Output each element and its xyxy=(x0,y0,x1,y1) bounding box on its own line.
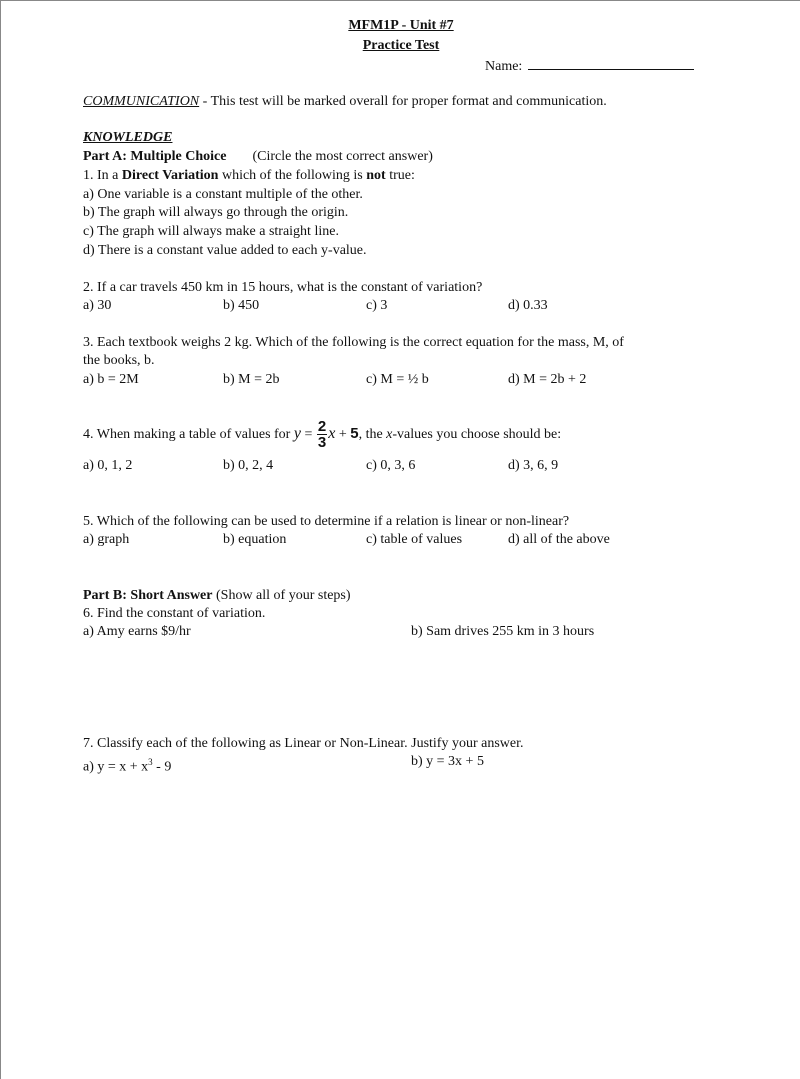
q7a-text: - 9 xyxy=(152,759,172,775)
q2-option-a[interactable]: a) 30 xyxy=(83,298,112,313)
fraction-numerator: 2 xyxy=(317,418,327,436)
q4-option-c[interactable]: c) 0, 3, 6 xyxy=(366,458,416,473)
q2-option-c[interactable]: c) 3 xyxy=(366,298,388,313)
q1-text: true: xyxy=(385,168,415,183)
part-b-label: Part B: Short Answer xyxy=(83,588,213,603)
q7-part-b: b) y = 3x + 5 xyxy=(411,754,484,769)
test-subtitle: Practice Test xyxy=(362,38,440,53)
q2-option-d[interactable]: d) 0.33 xyxy=(508,298,548,313)
q7-part-a xyxy=(83,754,171,776)
q7a-text: a) y = x + x xyxy=(83,759,149,775)
q3-option-b[interactable]: b) M = 2b xyxy=(223,372,280,387)
question-3-line-1: 3. Each textbook weighs 2 kg. Which of the following is the correct equation for the mass, M, of xyxy=(83,335,624,350)
q5-option-a[interactable]: a) graph xyxy=(83,532,130,547)
q7a-exponent: 3 xyxy=(148,757,153,767)
part-a-heading xyxy=(83,149,433,165)
eq-y: y xyxy=(293,425,301,442)
question-7: 7. Classify each of the following as Linear or Non-Linear. Justify your answer. xyxy=(83,736,524,751)
question-4 xyxy=(83,409,561,460)
question-3-line-2: the books, b. xyxy=(83,353,155,368)
communication-note xyxy=(83,94,607,110)
eq-fraction xyxy=(317,419,327,450)
question-6: 6. Find the constant of variation. xyxy=(83,606,266,621)
name-label: Name: xyxy=(485,59,523,74)
q4-text: -values you choose should be: xyxy=(392,427,562,442)
q4-equation xyxy=(293,418,359,452)
q5-option-c[interactable]: c) table of values xyxy=(366,532,463,547)
q2-option-b[interactable]: b) 450 xyxy=(223,298,260,313)
eq-plus: + xyxy=(335,427,351,442)
q6-part-b: b) Sam drives 255 km in 3 hours xyxy=(411,624,595,639)
name-blank-line xyxy=(528,57,694,70)
q1-option-a[interactable]: a) One variable is a constant multiple of the other. xyxy=(83,187,363,202)
q4-x: x xyxy=(386,427,393,442)
q1-option-b[interactable]: b) The graph will always go through the origin. xyxy=(83,205,349,220)
fraction-denominator: 3 xyxy=(317,434,327,452)
q4-option-a[interactable]: a) 0, 1, 2 xyxy=(83,458,133,473)
name-field[interactable] xyxy=(485,57,694,75)
q5-option-b[interactable]: b) equation xyxy=(223,532,287,547)
question-5: 5. Which of the following can be used to determine if a relation is linear or non-linear? xyxy=(83,514,570,529)
q1-text: which of the following is xyxy=(218,168,367,183)
q3-option-a[interactable]: a) b = 2M xyxy=(83,372,139,387)
q1-bold-term: Direct Variation xyxy=(121,168,219,183)
eq-constant: 5 xyxy=(350,425,359,442)
test-title: MFM1P - Unit #7 xyxy=(348,18,454,33)
part-a-label: Part A: Multiple Choice xyxy=(83,149,227,164)
q1-text: 1. In a xyxy=(83,168,122,183)
eq-x: x xyxy=(328,425,336,442)
q3-option-d[interactable]: d) M = 2b + 2 xyxy=(508,372,587,387)
q4-option-b[interactable]: b) 0, 2, 4 xyxy=(223,458,274,473)
part-b-heading xyxy=(83,588,351,604)
knowledge-heading: KNOWLEDGE xyxy=(83,130,173,145)
q4-text: 4. When making a table of values for xyxy=(83,427,294,442)
communication-text: - This test will be marked overall for proper format and communication. xyxy=(199,94,607,109)
q4-text: , the xyxy=(358,427,387,442)
part-b-instruction: (Show all of your steps) xyxy=(212,588,351,603)
eq-equals: = xyxy=(300,427,316,442)
question-1 xyxy=(83,168,415,184)
q4-option-d[interactable]: d) 3, 6, 9 xyxy=(508,458,559,473)
communication-label: COMMUNICATION xyxy=(83,94,200,109)
q5-option-d[interactable]: d) all of the above xyxy=(508,532,610,547)
q1-option-c[interactable]: c) The graph will always make a straight line. xyxy=(83,224,339,239)
part-a-instruction: (Circle the most correct answer) xyxy=(252,149,433,164)
question-2: 2. If a car travels 450 km in 15 hours, what is the constant of variation? xyxy=(83,280,483,295)
q1-bold-not: not xyxy=(366,168,386,183)
q6-part-a: a) Amy earns $9/hr xyxy=(83,624,191,639)
q1-option-d[interactable]: d) There is a constant value added to each y-value. xyxy=(83,243,367,258)
q3-option-c[interactable]: c) M = ½ b xyxy=(366,372,429,387)
